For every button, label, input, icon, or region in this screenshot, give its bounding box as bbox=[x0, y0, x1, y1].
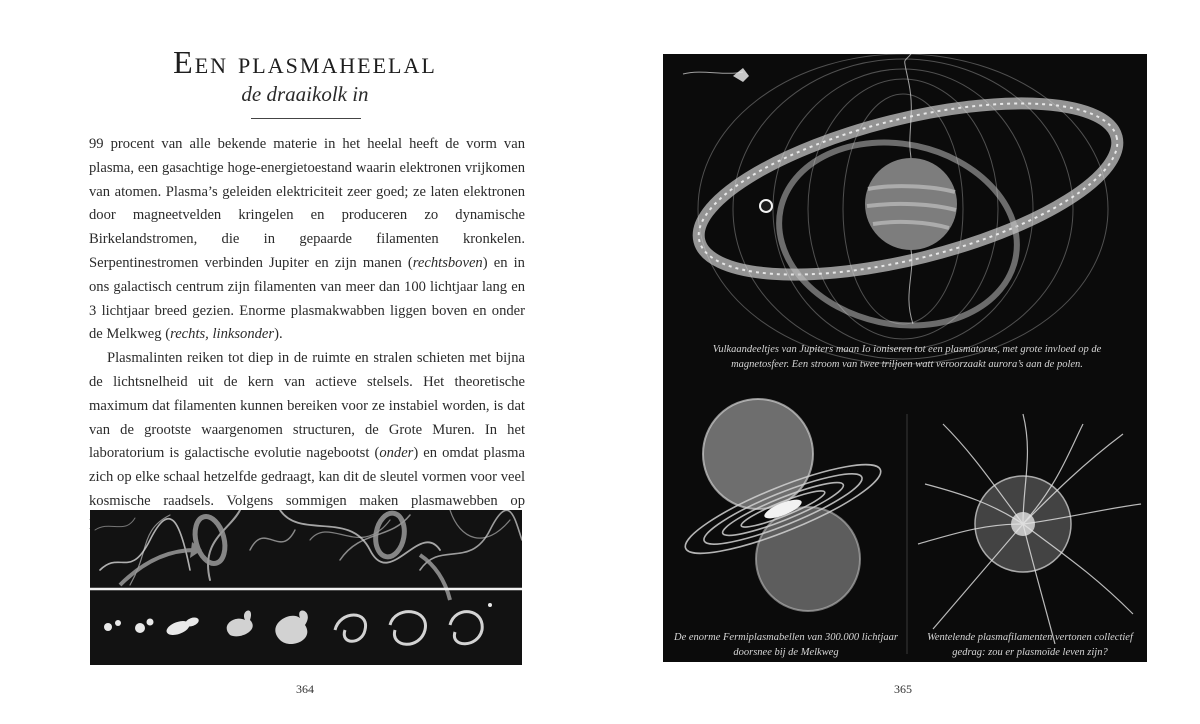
right-page bbox=[600, 0, 1200, 724]
paragraph-2 bbox=[89, 347, 525, 537]
caption-fermi-bubbles: De enorme Fermiplasmabellen van 300.000 lichtjaar doorsnee bij de Melkweg bbox=[674, 632, 898, 658]
fermi-bubbles-illustration bbox=[677, 399, 888, 611]
paragraph-segment: 99 procent van alle bekende materie in het heelal heeft de vorm van plasma, een gasachtige hoge-energietoestand waarin elektronen vrijkomen van atomen. Plasma’s geleiden elektriciteit zeer goed; ze laten elektronen door magneetvelden kringelen en produceren zo dynamische Birkelandstromen, die in gepaarde filamenten kronkelen. Serpentinestromen verbinden Jupiter en zijn manen ( bbox=[89, 136, 525, 271]
page-number-right: 365 bbox=[894, 682, 912, 696]
plasma-illustration-plate bbox=[663, 54, 1147, 662]
galaxy-formation-sequence bbox=[104, 603, 492, 644]
paragraph-segment-italic: rechtsboven bbox=[412, 254, 483, 271]
title-divider bbox=[251, 118, 361, 119]
caption-jupiter: Vulkaandeeltjes van Jupiters maan Io ioniseren tot een plasmatorus, met grote invloed op de magnetosfeer. Een stroom van twee triljoen watt veroorzaakt aurora’s aan de polen. bbox=[712, 344, 1102, 370]
paragraph-segment: ) en in ons galactisch centrum zijn filamenten van meer dan 100 lichtjaar lang en 3 lichtjaar breed gezien. Enorme plasmakwabben liggen boven en onder de Melkweg ( bbox=[89, 254, 525, 343]
chapter-subtitle: de draaikolk in bbox=[241, 82, 369, 106]
body-text bbox=[89, 133, 525, 538]
paragraph-segment: Plasmalinten reiken tot diep in de ruimte en stralen schieten met bijna de lichtsnelheid uit de kern van actieve stelsels. Het theoretische maximum dat filamenten kunnen bereiken voor ze instabiel worden, is dat van de grootste waargenomen structuren, de Grote Muren. In het laboratorium is galactische evolutie nagebootst ( bbox=[89, 350, 525, 462]
plasma-filaments-illustration bbox=[918, 414, 1141, 644]
page-number-left: 364 bbox=[296, 682, 314, 696]
lab-galaxy-evolution-illustration bbox=[90, 510, 522, 665]
io-moon bbox=[760, 200, 772, 212]
paragraph-segment-italic: onder bbox=[379, 445, 414, 462]
jupiter-magnetosphere-illustration bbox=[682, 54, 1133, 364]
paragraph-segment-italic: rechts, linksonder bbox=[170, 326, 275, 343]
caption-plasma-filaments: Wentelende plasmafilamenten vertonen collectief gedrag: zou er plasmoïde leven zijn? bbox=[927, 632, 1133, 658]
upper-plasma-filaments bbox=[95, 510, 522, 585]
paragraph-1 bbox=[89, 133, 525, 347]
paragraph-segment: ) en omdat plasma zich op elke schaal hetzelfde gedraagt, kan dit de sleutel vormen voor veel kosmische raadsels. Volgens sommigen maken plasmawebben op bbox=[89, 445, 525, 509]
paragraph-segment: ). bbox=[274, 326, 283, 343]
chapter-title: Een plasmaheelal bbox=[173, 44, 437, 80]
